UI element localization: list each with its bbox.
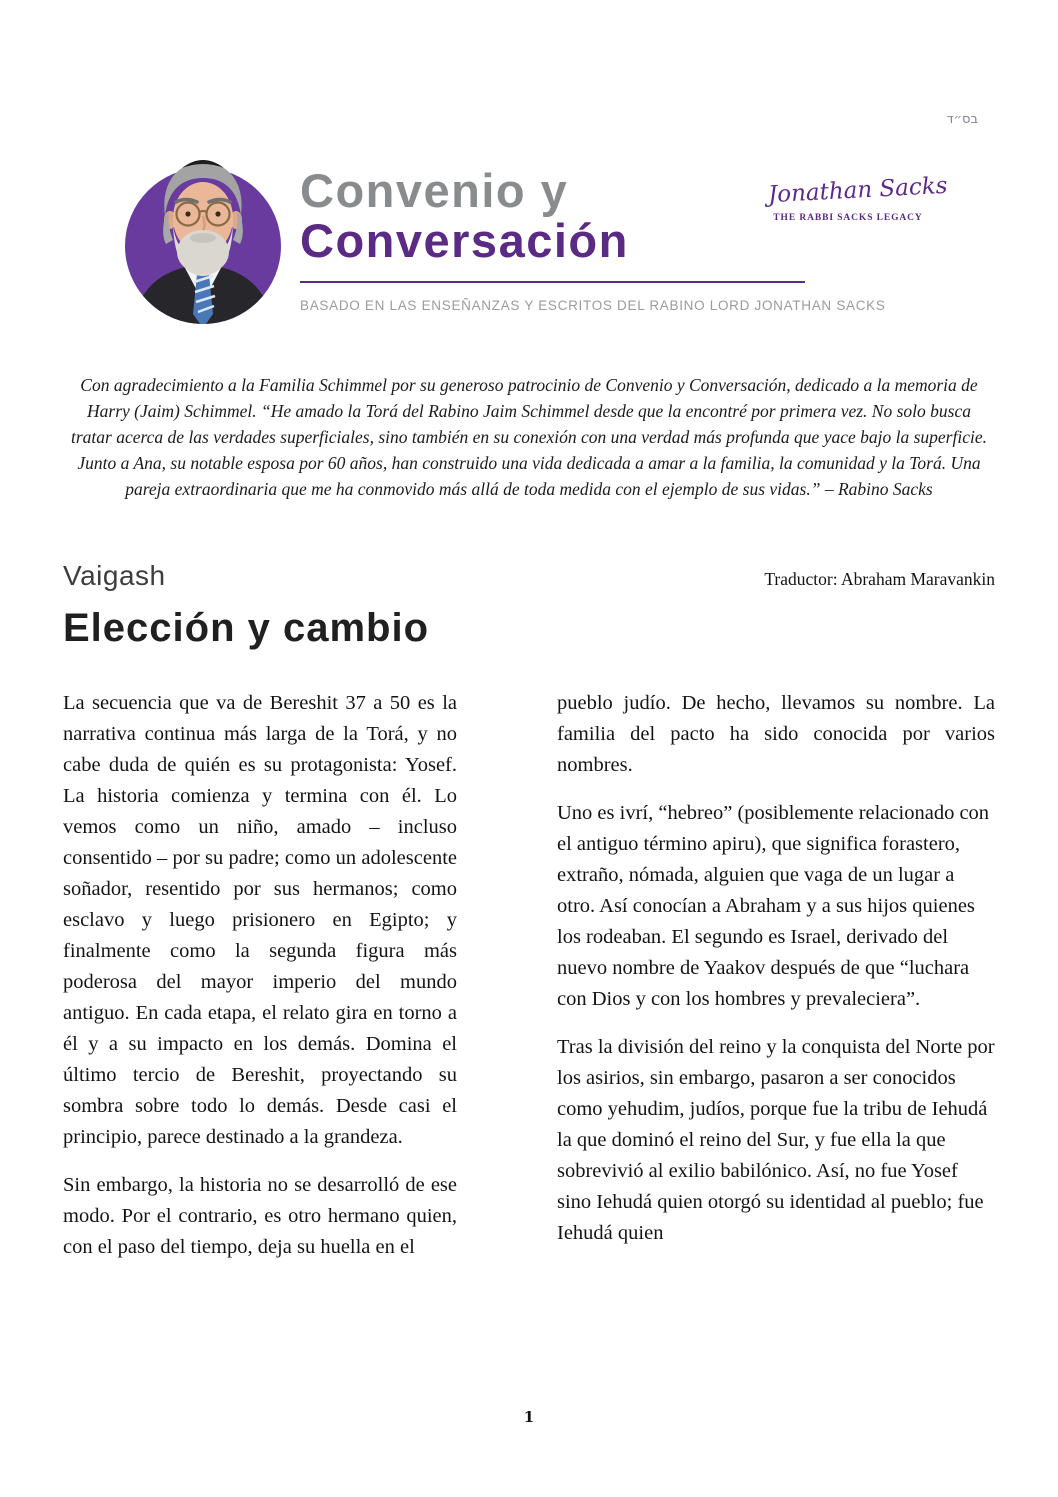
masthead-title-line2: Conversación — [300, 214, 629, 267]
right-column — [557, 688, 995, 1280]
left-column — [63, 688, 457, 1280]
body-paragraph: La secuencia que va de Bereshit 37 a 50 es la narrativa continua más larga de la Torá, y no cabe duda de quién es su protagonista: Yosef. La historia comienza y termina con él. Lo vemos como un niño, amado – incluso consentido – por su padre; como un adolescente soñador, resentido por sus hermanos; como esclavo y luego prisionero en Egipto; y finalmente como la segunda figura más poderosa del mayor imperio del mundo antiguo. En cada etapa, el relato gira en torno a él y a su impacto en los demás. Domina el último tercio de Bereshit, proyectando su sombra sobre todo lo demás. Desde casi el principio, parece destinado a la grandeza. — [63, 692, 457, 1148]
body-paragraph: pueblo judío. De hecho, llevamos su nombre. La familia del pacto ha sido conocida por varios nombres. — [557, 692, 995, 776]
masthead-subtitle: BASADO EN LAS ENSEÑANZAS Y ESCRITOS DEL RABINO LORD JONATHAN SACKS — [300, 298, 886, 313]
translator-credit: Traductor: Abraham Maravankin — [764, 569, 995, 589]
masthead-title-line1: Convenio y — [300, 164, 569, 217]
rabbi-sacks-portrait — [118, 146, 288, 328]
rabbi-sacks-legacy-logo — [767, 172, 949, 223]
page-number: 1 — [523, 1408, 535, 1426]
portrait-illustration — [118, 146, 288, 328]
body-paragraph: Tras la división del reino y la conquista del Norte por los asirios, sin embargo, pasaron a ser conocidos como yehudim, judíos, porque fue la tribu de Iehudá la que dominó el reino del Sur, y fue ella la que sobrevivió al exilio babilónico. Así, no fue Yosef sino Iehudá quien otorgó su identidad al pueblo; fue Iehudá quien — [557, 1036, 995, 1244]
legacy-logo-tagline: THE RABBI SACKS LEGACY — [773, 213, 923, 223]
jonathan-sacks-signature: Jonathan Sacks — [767, 172, 949, 209]
masthead-divider — [300, 281, 805, 283]
dedication-paragraph: Con agradecimiento a la Familia Schimmel por su generoso patrocinio de Convenio y Conversación, dedicado a la memoria de Harry (Jaim) Schimmel. “He amado la Torá del Rabino Jaim Schimmel desde que la encontré por primera vez. No solo busca tratar acerca de las verdades superficiales, sino también en su conexión con una verdad más profunda que yace bajo la superficie. Junto a Ana, su notable esposa por 60 años, han construido una vida dedicada a amar a la familia, la comunidad y la Torá. Una pareja extraordinaria que me ha conmovido más allá de toda medida con el ejemplo de sus vidas.” – Rabino Sacks — [71, 375, 987, 499]
article-meta-row — [63, 560, 995, 592]
body-paragraph: Sin embargo, la historia no se desarrolló de ese modo. Por el contrario, es otro hermano quien, con el paso del tiempo, deja su huella en el — [63, 1174, 457, 1258]
hebrew-bsd-mark: בס״ד — [946, 112, 978, 127]
article-title: Elección y cambio — [63, 606, 430, 650]
body-paragraph: Uno es ivrí, “hebreo” (posiblemente relacionado con el antiguo término apiru), que significa forastero, extraño, nómada, alguien que vaga de un lugar a otro. Así conocían a Abraham y a sus hijos quienes los rodeaban. El segundo es Israel, derivado del nuevo nombre de Yaakov después de que “luchara con Dios y con los hombres y prevaleciera”. — [557, 802, 990, 1010]
parsha-name: Vaigash — [63, 560, 166, 591]
article-body — [63, 688, 995, 1280]
